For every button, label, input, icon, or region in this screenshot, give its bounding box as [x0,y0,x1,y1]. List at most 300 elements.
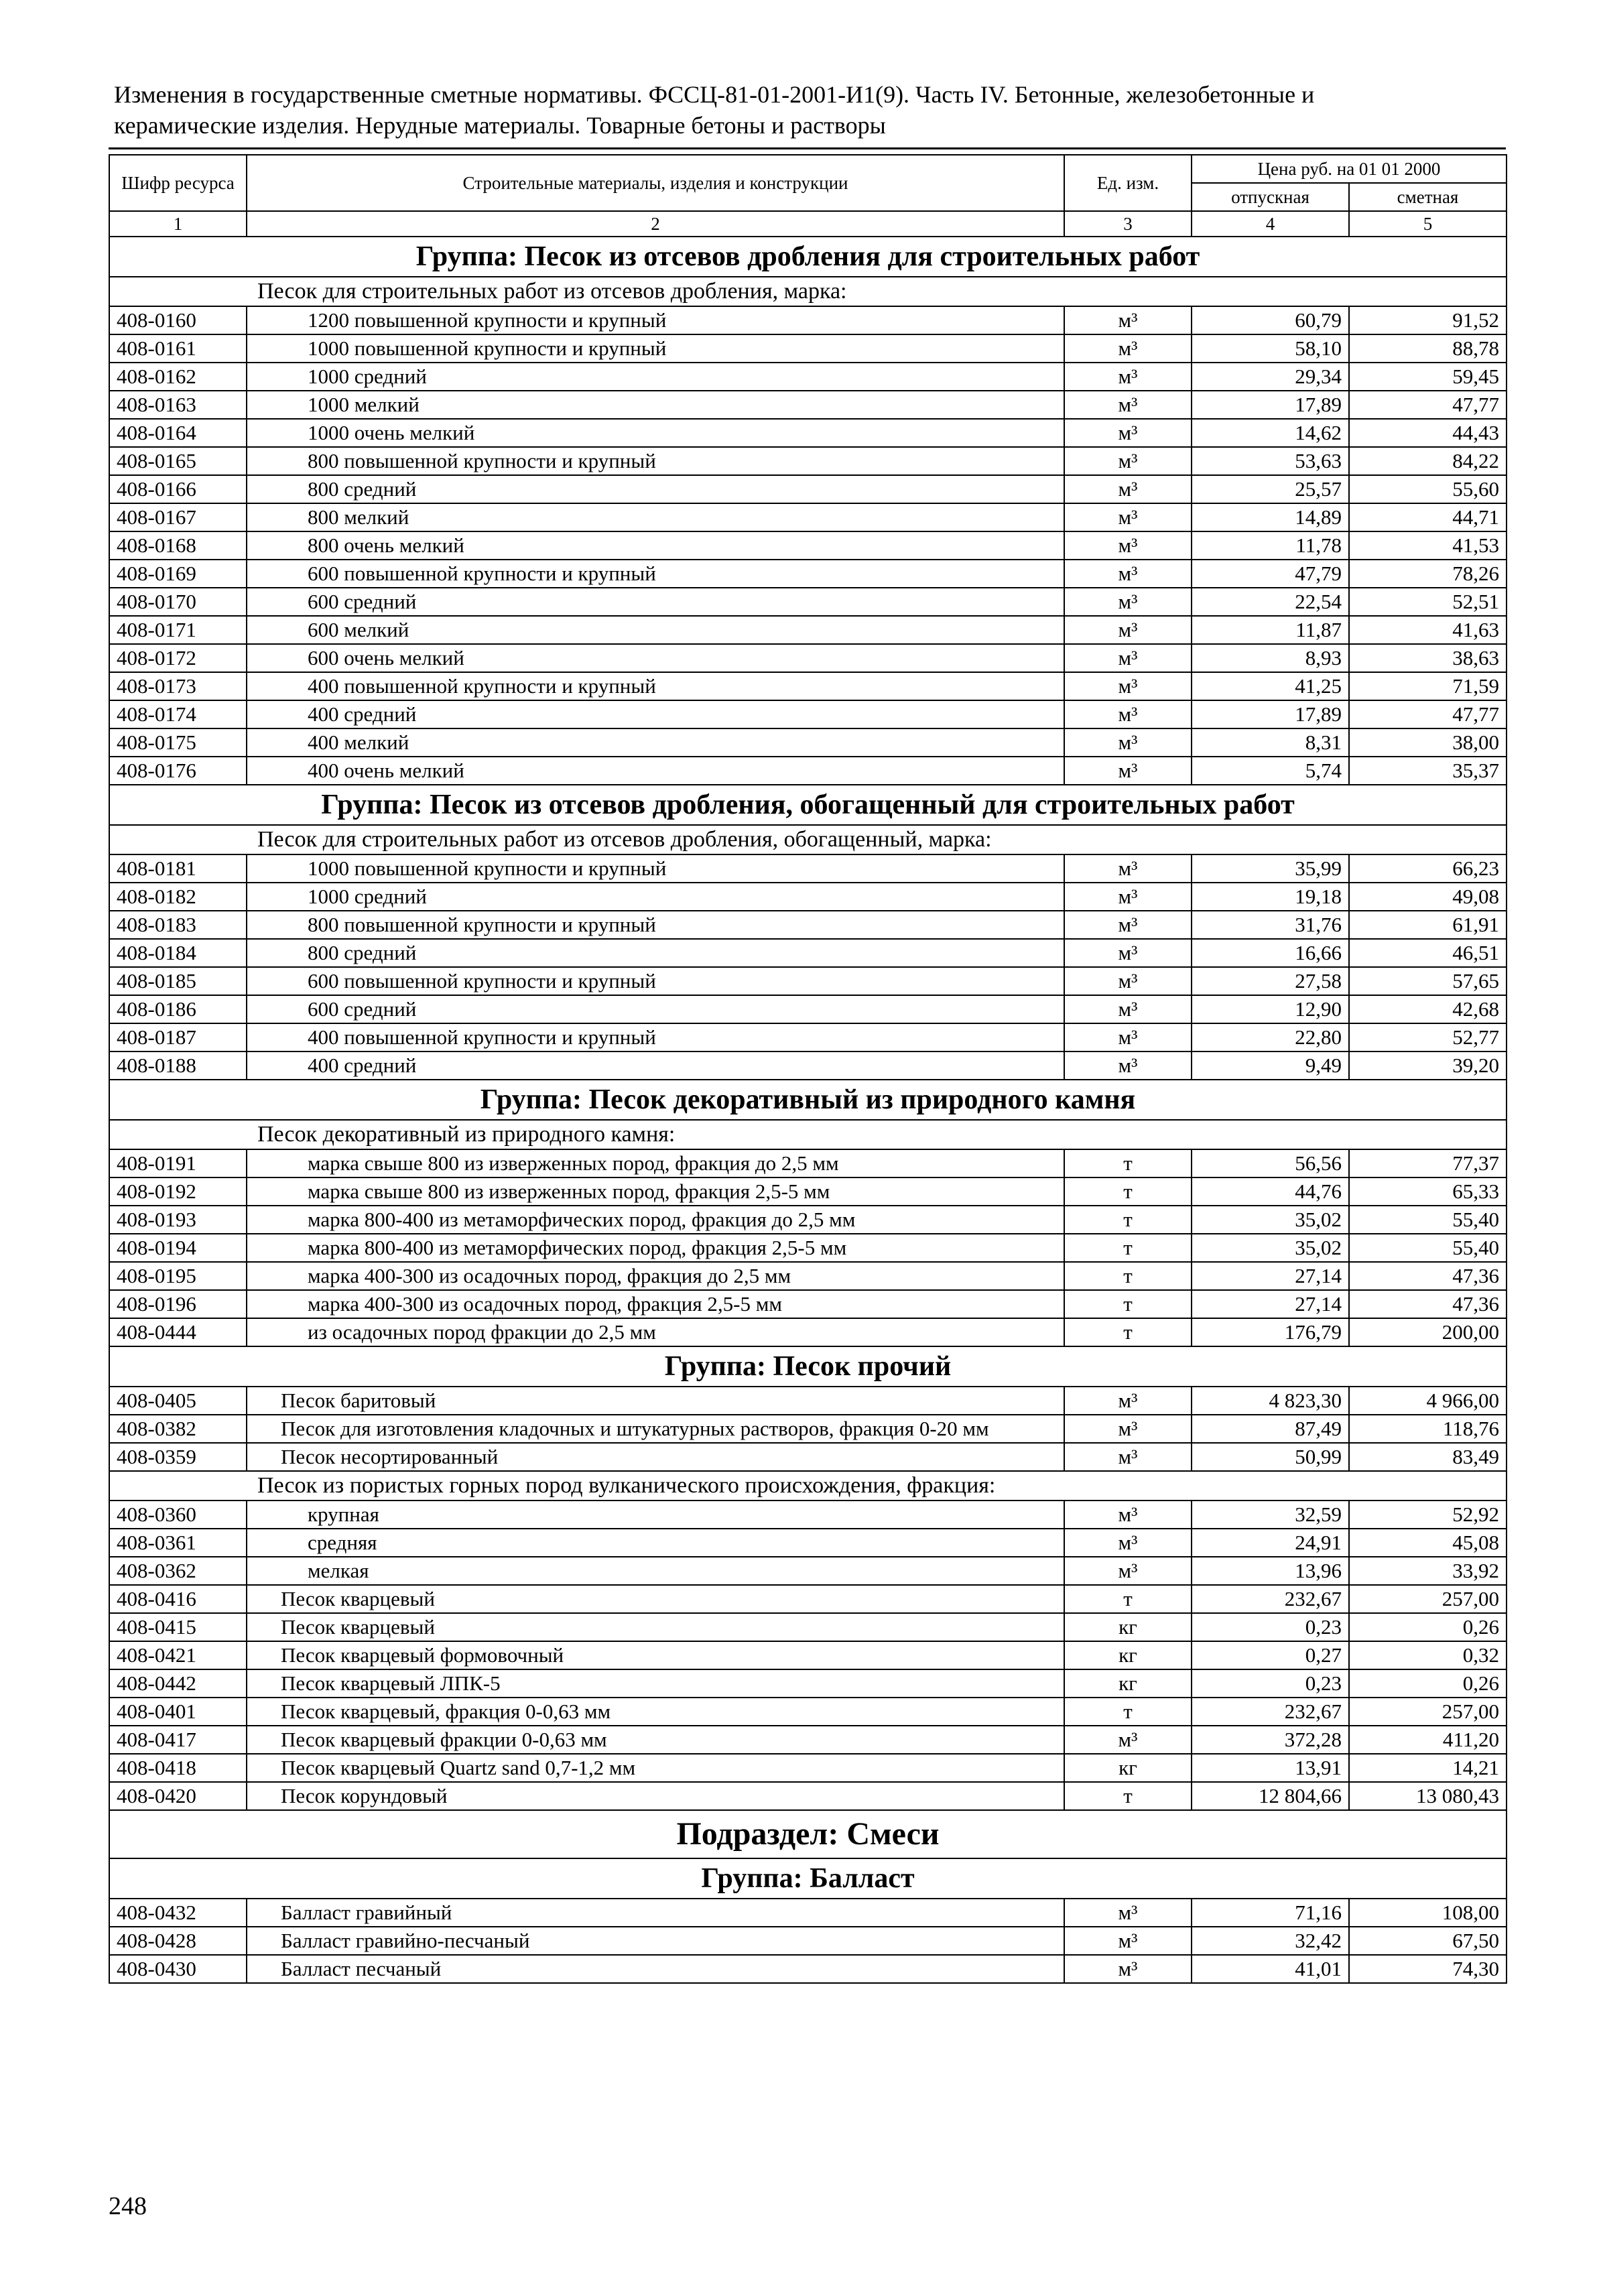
col-header-price: Цена руб. на 01 01 2000 [1192,155,1507,183]
release-price: 71,16 [1192,1899,1349,1927]
release-price: 17,89 [1192,391,1349,419]
table-row [109,1177,1507,1206]
unit: м³ [1064,644,1192,672]
resource-code: 408-0184 [109,939,247,967]
release-price: 8,31 [1192,728,1349,757]
table-row [109,1726,1507,1754]
col-header-unit: Ед. изм. [1064,155,1192,211]
unit: м³ [1064,939,1192,967]
col-number: 2 [247,211,1064,237]
release-price: 0,23 [1192,1613,1349,1641]
estimate-price: 39,20 [1349,1051,1507,1080]
estimate-price: 257,00 [1349,1698,1507,1726]
table-body [109,237,1507,1983]
estimate-price: 67,50 [1349,1927,1507,1955]
table-row [109,531,1507,560]
table-row [109,911,1507,939]
subheading: Песок декоративный из природного камня: [109,1120,1507,1149]
release-price: 27,58 [1192,967,1349,995]
item-name: из осадочных пород фракции до 2,5 мм [247,1318,1064,1346]
release-price: 4 823,30 [1192,1387,1349,1415]
unit: м³ [1064,475,1192,503]
release-price: 0,27 [1192,1641,1349,1669]
release-price: 13,96 [1192,1557,1349,1585]
item-name: Песок кварцевый фракции 0-0,63 мм [247,1726,1064,1754]
estimate-price: 44,43 [1349,419,1507,447]
table-row [109,334,1507,363]
item-name: марка 800-400 из метаморфических пород, фракция до 2,5 мм [247,1206,1064,1234]
estimate-price: 57,65 [1349,967,1507,995]
item-name: Песок кварцевый Quartz sand 0,7-1,2 мм [247,1754,1064,1782]
resource-code: 408-0194 [109,1234,247,1262]
unit: м³ [1064,854,1192,883]
resource-code: 408-0176 [109,757,247,785]
table-row [109,363,1507,391]
group-title-row [109,785,1507,825]
price-table [109,154,1507,1984]
resource-code: 408-0187 [109,1023,247,1051]
item-name: мелкая [247,1557,1064,1585]
resource-code: 408-0416 [109,1585,247,1613]
unit: т [1064,1149,1192,1177]
item-name: 800 повышенной крупности и крупный [247,447,1064,475]
item-name: Балласт песчаный [247,1955,1064,1983]
table-row [109,1387,1507,1415]
item-name: 800 повышенной крупности и крупный [247,911,1064,939]
estimate-price: 55,60 [1349,475,1507,503]
resource-code: 408-0359 [109,1443,247,1471]
unit: кг [1064,1641,1192,1669]
release-price: 19,18 [1192,883,1349,911]
item-name: 400 очень мелкий [247,757,1064,785]
group-title: Группа: Песок из отсевов дробления, обогащенный для строительных работ [109,785,1507,825]
release-price: 8,93 [1192,644,1349,672]
unit: м³ [1064,531,1192,560]
estimate-price: 45,08 [1349,1529,1507,1557]
release-price: 9,49 [1192,1051,1349,1080]
estimate-price: 44,71 [1349,503,1507,531]
group-title-row [109,1346,1507,1387]
table-row [109,419,1507,447]
item-name: 1000 мелкий [247,391,1064,419]
table-row [109,1585,1507,1613]
table-row [109,391,1507,419]
table-row [109,306,1507,334]
item-name: 600 средний [247,995,1064,1023]
unit: м³ [1064,967,1192,995]
col-number: 5 [1349,211,1507,237]
item-name: 600 повышенной крупности и крупный [247,967,1064,995]
release-price: 25,57 [1192,475,1349,503]
table-row [109,1443,1507,1471]
estimate-price: 61,91 [1349,911,1507,939]
estimate-price: 71,59 [1349,672,1507,700]
unit: м³ [1064,1415,1192,1443]
subsection-title-row [109,1810,1507,1858]
unit: т [1064,1234,1192,1262]
release-price: 29,34 [1192,363,1349,391]
table-row [109,1149,1507,1177]
col-header-release: отпускная [1192,183,1349,211]
release-price: 12,90 [1192,995,1349,1023]
resource-code: 408-0167 [109,503,247,531]
item-name: 1000 средний [247,883,1064,911]
release-price: 14,89 [1192,503,1349,531]
estimate-price: 0,26 [1349,1669,1507,1698]
unit: т [1064,1585,1192,1613]
unit: м³ [1064,1927,1192,1955]
estimate-price: 46,51 [1349,939,1507,967]
item-name: 400 мелкий [247,728,1064,757]
table-row [109,854,1507,883]
item-name: 400 повышенной крупности и крупный [247,672,1064,700]
estimate-price: 52,77 [1349,1023,1507,1051]
unit: м³ [1064,503,1192,531]
item-name: 1000 средний [247,363,1064,391]
table-row [109,672,1507,700]
release-price: 5,74 [1192,757,1349,785]
resource-code: 408-0415 [109,1613,247,1641]
table-row [109,447,1507,475]
unit: т [1064,1290,1192,1318]
page-number: 248 [109,2192,147,2220]
release-price: 50,99 [1192,1443,1349,1471]
estimate-price: 88,78 [1349,334,1507,363]
resource-code: 408-0405 [109,1387,247,1415]
item-name: 800 очень мелкий [247,531,1064,560]
unit: м³ [1064,728,1192,757]
header-line-1: Изменения в государственные сметные нормативы. ФССЦ-81-01-2001-И1(9). Часть IV. Бетонные, железобетонные и [114,81,1315,108]
release-price: 35,99 [1192,854,1349,883]
group-title: Подраздел: Смеси [109,1810,1507,1858]
estimate-price: 74,30 [1349,1955,1507,1983]
group-title: Группа: Песок из отсевов дробления для строительных работ [109,237,1507,277]
release-price: 17,89 [1192,700,1349,728]
resource-code: 408-0417 [109,1726,247,1754]
table-row [109,475,1507,503]
release-price: 87,49 [1192,1415,1349,1443]
resource-code: 408-0188 [109,1051,247,1080]
release-price: 41,25 [1192,672,1349,700]
estimate-price: 47,77 [1349,391,1507,419]
unit: т [1064,1206,1192,1234]
table-row [109,1290,1507,1318]
unit: м³ [1064,334,1192,363]
subheading: Песок для строительных работ из отсевов дробления, марка: [109,277,1507,306]
table-row [109,1051,1507,1080]
unit: т [1064,1262,1192,1290]
estimate-price: 41,63 [1349,616,1507,644]
item-name: 1200 повышенной крупности и крупный [247,306,1064,334]
release-price: 232,67 [1192,1698,1349,1726]
resource-code: 408-0172 [109,644,247,672]
resource-code: 408-0171 [109,616,247,644]
estimate-price: 4 966,00 [1349,1387,1507,1415]
unit: т [1064,1782,1192,1810]
resource-code: 408-0428 [109,1927,247,1955]
release-price: 16,66 [1192,939,1349,967]
subheading-row [109,825,1507,854]
resource-code: 408-0181 [109,854,247,883]
col-number: 4 [1192,211,1349,237]
resource-code: 408-0193 [109,1206,247,1234]
item-name: Балласт гравийный [247,1899,1064,1927]
resource-code: 408-0160 [109,306,247,334]
item-name: Балласт гравийно-песчаный [247,1927,1064,1955]
item-name: Песок кварцевый [247,1585,1064,1613]
release-price: 22,80 [1192,1023,1349,1051]
resource-code: 408-0185 [109,967,247,995]
release-price: 27,14 [1192,1290,1349,1318]
resource-code: 408-0360 [109,1501,247,1529]
unit: м³ [1064,672,1192,700]
item-name: 1000 повышенной крупности и крупный [247,854,1064,883]
subheading: Песок из пористых горных пород вулканического происхождения, фракция: [109,1471,1507,1501]
estimate-price: 83,49 [1349,1443,1507,1471]
estimate-price: 0,26 [1349,1613,1507,1641]
col-header-estimate: сметная [1349,183,1507,211]
unit: т [1064,1318,1192,1346]
unit: м³ [1064,1955,1192,1983]
unit: м³ [1064,1443,1192,1471]
resource-code: 408-0164 [109,419,247,447]
table-row [109,1613,1507,1641]
unit: м³ [1064,1051,1192,1080]
estimate-price: 66,23 [1349,854,1507,883]
release-price: 232,67 [1192,1585,1349,1613]
header-rule [109,147,1506,149]
unit: м³ [1064,447,1192,475]
item-name: средняя [247,1529,1064,1557]
table-row [109,1754,1507,1782]
item-name: 1000 повышенной крупности и крупный [247,334,1064,363]
table-row [109,1529,1507,1557]
table-row [109,1899,1507,1927]
subheading-row [109,1120,1507,1149]
release-price: 372,28 [1192,1726,1349,1754]
unit: т [1064,1698,1192,1726]
estimate-price: 49,08 [1349,883,1507,911]
resource-code: 408-0382 [109,1415,247,1443]
item-name: 600 мелкий [247,616,1064,644]
item-name: марка 400-300 из осадочных пород, фракция до 2,5 мм [247,1262,1064,1290]
unit: м³ [1064,419,1192,447]
estimate-price: 14,21 [1349,1754,1507,1782]
resource-code: 408-0420 [109,1782,247,1810]
release-price: 176,79 [1192,1318,1349,1346]
col-header-code: Шифр ресурса [109,155,247,211]
table-head [109,155,1507,237]
estimate-price: 38,00 [1349,728,1507,757]
release-price: 11,78 [1192,531,1349,560]
unit: м³ [1064,1387,1192,1415]
estimate-price: 47,77 [1349,700,1507,728]
unit: м³ [1064,1899,1192,1927]
table-row [109,995,1507,1023]
item-name: 600 средний [247,588,1064,616]
unit: м³ [1064,700,1192,728]
release-price: 13,91 [1192,1754,1349,1782]
resource-code: 408-0170 [109,588,247,616]
item-name: крупная [247,1501,1064,1529]
release-price: 56,56 [1192,1149,1349,1177]
subheading-row [109,1471,1507,1501]
release-price: 27,14 [1192,1262,1349,1290]
estimate-price: 108,00 [1349,1899,1507,1927]
unit: м³ [1064,757,1192,785]
group-title-row [109,1858,1507,1899]
estimate-price: 91,52 [1349,306,1507,334]
release-price: 14,62 [1192,419,1349,447]
release-price: 44,76 [1192,1177,1349,1206]
resource-code: 408-0421 [109,1641,247,1669]
group-title-row [109,237,1507,277]
resource-code: 408-0195 [109,1262,247,1290]
resource-code: 408-0196 [109,1290,247,1318]
resource-code: 408-0186 [109,995,247,1023]
estimate-price: 77,37 [1349,1149,1507,1177]
unit: м³ [1064,616,1192,644]
item-name: Песок кварцевый формовочный [247,1641,1064,1669]
resource-code: 408-0183 [109,911,247,939]
unit: м³ [1064,1557,1192,1585]
release-price: 11,87 [1192,616,1349,644]
unit: м³ [1064,1501,1192,1529]
unit: м³ [1064,1726,1192,1754]
estimate-price: 33,92 [1349,1557,1507,1585]
col-number: 1 [109,211,247,237]
release-price: 24,91 [1192,1529,1349,1557]
item-name: марка свыше 800 из изверженных пород, фракция 2,5-5 мм [247,1177,1064,1206]
table-row [109,1206,1507,1234]
group-title: Группа: Песок прочий [109,1346,1507,1387]
subheading: Песок для строительных работ из отсевов дробления, обогащенный, марка: [109,825,1507,854]
release-price: 35,02 [1192,1234,1349,1262]
table-row [109,1557,1507,1585]
unit: м³ [1064,391,1192,419]
resource-code: 408-0174 [109,700,247,728]
item-name: 600 очень мелкий [247,644,1064,672]
resource-code: 408-0362 [109,1557,247,1585]
estimate-price: 411,20 [1349,1726,1507,1754]
table-row [109,939,1507,967]
release-price: 60,79 [1192,306,1349,334]
unit: м³ [1064,560,1192,588]
resource-code: 408-0432 [109,1899,247,1927]
table-row [109,728,1507,757]
table-row [109,883,1507,911]
estimate-price: 38,63 [1349,644,1507,672]
unit: м³ [1064,995,1192,1023]
unit: м³ [1064,363,1192,391]
group-title: Группа: Балласт [109,1858,1507,1899]
release-price: 32,59 [1192,1501,1349,1529]
unit: кг [1064,1669,1192,1698]
estimate-price: 55,40 [1349,1234,1507,1262]
header-line-2: керамические изделия. Нерудные материалы. Товарные бетоны и растворы [114,112,886,139]
resource-code: 408-0361 [109,1529,247,1557]
unit: м³ [1064,911,1192,939]
item-name: Песок кварцевый ЛПК-5 [247,1669,1064,1698]
resource-code: 408-0162 [109,363,247,391]
table-row [109,1927,1507,1955]
resource-code: 408-0165 [109,447,247,475]
table-row [109,644,1507,672]
resource-code: 408-0442 [109,1669,247,1698]
table-row [109,967,1507,995]
item-name: Песок баритовый [247,1387,1064,1415]
estimate-price: 200,00 [1349,1318,1507,1346]
release-price: 12 804,66 [1192,1782,1349,1810]
unit: м³ [1064,883,1192,911]
item-name: Песок несортированный [247,1443,1064,1471]
resource-code: 408-0166 [109,475,247,503]
estimate-price: 0,32 [1349,1641,1507,1669]
unit: м³ [1064,588,1192,616]
table-row [109,1234,1507,1262]
table-row [109,1023,1507,1051]
table-row [109,1698,1507,1726]
estimate-price: 52,92 [1349,1501,1507,1529]
estimate-price: 78,26 [1349,560,1507,588]
release-price: 31,76 [1192,911,1349,939]
resource-code: 408-0168 [109,531,247,560]
item-name: Песок корундовый [247,1782,1064,1810]
release-price: 47,79 [1192,560,1349,588]
estimate-price: 257,00 [1349,1585,1507,1613]
table-row [109,1501,1507,1529]
estimate-price: 52,51 [1349,588,1507,616]
release-price: 35,02 [1192,1206,1349,1234]
item-name: 800 мелкий [247,503,1064,531]
table-row [109,503,1507,531]
document-header [114,79,1494,141]
table-row [109,1641,1507,1669]
release-price: 53,63 [1192,447,1349,475]
resource-code: 408-0169 [109,560,247,588]
unit: м³ [1064,1529,1192,1557]
table-row [109,616,1507,644]
group-title: Группа: Песок декоративный из природного камня [109,1080,1507,1120]
unit: м³ [1064,306,1192,334]
release-price: 22,54 [1192,588,1349,616]
item-name: 400 повышенной крупности и крупный [247,1023,1064,1051]
estimate-price: 35,37 [1349,757,1507,785]
estimate-price: 47,36 [1349,1290,1507,1318]
resource-code: 408-0191 [109,1149,247,1177]
resource-code: 408-0163 [109,391,247,419]
table-row [109,1262,1507,1290]
estimate-price: 42,68 [1349,995,1507,1023]
unit: м³ [1064,1023,1192,1051]
item-name: 1000 очень мелкий [247,419,1064,447]
resource-code: 408-0444 [109,1318,247,1346]
item-name: Песок кварцевый [247,1613,1064,1641]
unit: кг [1064,1613,1192,1641]
subheading-row [109,277,1507,306]
release-price: 32,42 [1192,1927,1349,1955]
estimate-price: 47,36 [1349,1262,1507,1290]
table-row [109,1955,1507,1983]
item-name: марка свыше 800 из изверженных пород, фракция до 2,5 мм [247,1149,1064,1177]
resource-code: 408-0401 [109,1698,247,1726]
estimate-price: 59,45 [1349,363,1507,391]
item-name: марка 400-300 из осадочных пород, фракция 2,5-5 мм [247,1290,1064,1318]
release-price: 41,01 [1192,1955,1349,1983]
estimate-price: 55,40 [1349,1206,1507,1234]
table-row [109,560,1507,588]
item-name: 400 средний [247,700,1064,728]
